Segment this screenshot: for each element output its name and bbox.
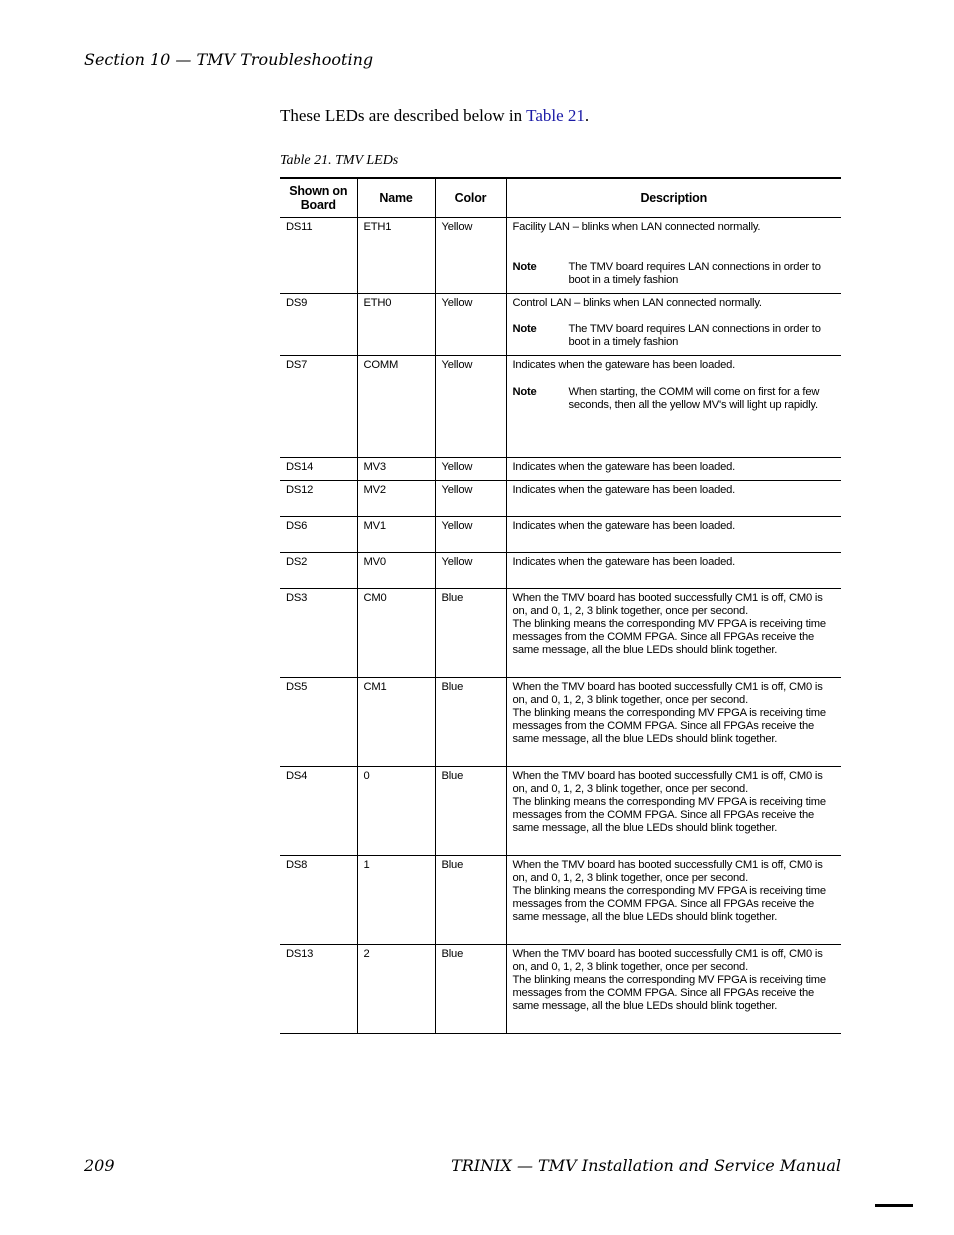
cell-board: DS14 [280,458,357,481]
table-21-link[interactable]: Table 21 [526,106,585,125]
cell-name: MV2 [357,481,435,517]
note-text: The TMV board requires LAN connections in order to boot in a timely fashion [568,323,821,348]
description-text: When the TMV board has booted successfully CM1 is off, CM0 is on, and 0, 1, 2, 3 blink together, once per second. [512,859,823,884]
col-header-name: Name [357,178,435,218]
description-text: When the TMV board has booted successfully CM1 is off, CM0 is on, and 0, 1, 2, 3 blink together, once per second. [512,592,823,617]
description-text-2: The blinking means the corresponding MV FPGA is receiving time messages from the COMM FPGA. Since all FPGAs receive the same message, all the blue LEDs should blink together. [512,618,826,656]
cell-board: DS8 [280,856,357,945]
note [513,323,836,349]
cell-description [506,856,841,945]
description-text: When the TMV board has booted successfully CM1 is off, CM0 is on, and 0, 1, 2, 3 blink together, once per second. [512,681,823,706]
cell-color: Yellow [435,458,506,481]
description-text-2: The blinking means the corresponding MV FPGA is receiving time messages from the COMM FPGA. Since all FPGAs receive the same message, all the blue LEDs should blink together. [512,974,826,1012]
cell-description [506,945,841,1034]
description-text-2: The blinking means the corresponding MV FPGA is receiving time messages from the COMM FPGA. Since all FPGAs receive the same message, all the blue LEDs should blink together. [512,796,826,834]
cell-name: CM0 [357,589,435,678]
cell-name: 0 [357,767,435,856]
table-row [280,678,841,767]
cell-description: Indicates when the gateware has been loaded. [506,517,841,553]
description-text: Indicates when the gateware has been loaded. [512,359,736,371]
cell-description [506,767,841,856]
cell-name: MV1 [357,517,435,553]
table-row [280,356,841,458]
cell-name: 2 [357,945,435,1034]
table-row [280,218,841,294]
table-row [280,856,841,945]
cell-board: DS7 [280,356,357,458]
description-text: When the TMV board has booted successfully CM1 is off, CM0 is on, and 0, 1, 2, 3 blink together, once per second. [512,770,823,795]
description-text: When the TMV board has booted successfully CM1 is off, CM0 is on, and 0, 1, 2, 3 blink together, once per second. [512,948,823,973]
manual-title: TRINIX — TMV Installation and Service Manual [451,1156,841,1175]
intro-text: These LEDs are described below in [280,106,523,125]
cell-name: COMM [357,356,435,458]
page-number: 209 [84,1156,115,1175]
table-row [280,294,841,356]
description-text: Facility LAN – blinks when LAN connected normally. [512,221,761,233]
cell-color: Yellow [435,553,506,589]
cell-color: Yellow [435,356,506,458]
intro-period: . [584,106,590,125]
note-label: Note [512,261,537,273]
intro-paragraph [280,106,589,126]
cell-color: Blue [435,767,506,856]
col-header-description: Description [506,178,841,218]
cell-color: Yellow [435,481,506,517]
table-row [280,458,841,481]
cell-description [506,589,841,678]
cell-description [506,294,841,356]
cell-name: ETH1 [357,218,435,294]
description-text-2: The blinking means the corresponding MV FPGA is receiving time messages from the COMM FPGA. Since all FPGAs receive the same message, all the blue LEDs should blink together. [512,885,826,923]
cell-board: DS13 [280,945,357,1034]
cell-description [506,218,841,294]
cell-color: Blue [435,856,506,945]
col-header-color: Color [435,178,506,218]
cell-description: Indicates when the gateware has been loaded. [506,458,841,481]
cell-board: DS3 [280,589,357,678]
cell-description [506,678,841,767]
description-text-2: The blinking means the corresponding MV FPGA is receiving time messages from the COMM FPGA. Since all FPGAs receive the same message, all the blue LEDs should blink together. [512,707,826,745]
col-header-shown-on-board: Shown on Board [280,178,357,218]
cell-name: 1 [357,856,435,945]
cell-name: MV3 [357,458,435,481]
cell-color: Yellow [435,517,506,553]
cell-name: MV0 [357,553,435,589]
cell-description: Indicates when the gateware has been loaded. [506,481,841,517]
page-edge-marker [875,1204,913,1207]
cell-board: DS6 [280,517,357,553]
cell-board: DS2 [280,553,357,589]
cell-color: Yellow [435,218,506,294]
note [513,386,836,412]
table-row [280,553,841,589]
cell-board: DS4 [280,767,357,856]
table-row [280,767,841,856]
cell-board: DS9 [280,294,357,356]
cell-board: DS12 [280,481,357,517]
note [513,261,836,287]
table-row [280,589,841,678]
note-text: When starting, the COMM will come on first for a few seconds, then all the yellow MV's will light up rapidly. [568,386,820,411]
cell-color: Blue [435,945,506,1034]
cell-color: Yellow [435,294,506,356]
cell-color: Blue [435,678,506,767]
note-text: The TMV board requires LAN connections in order to boot in a timely fashion [568,261,821,286]
section-header: Section 10 — TMV Troubleshooting [84,50,374,69]
note-label: Note [512,386,537,398]
cell-color: Blue [435,589,506,678]
table-row [280,481,841,517]
table-row [280,945,841,1034]
cell-description: Indicates when the gateware has been loaded. [506,553,841,589]
table-header-row [280,178,841,218]
cell-board: DS5 [280,678,357,767]
description-text: Control LAN – blinks when LAN connected normally. [512,297,762,309]
tmv-leds-table [280,177,841,1034]
table-caption: Table 21. TMV LEDs [280,153,399,168]
note-label: Note [512,323,537,335]
table-row [280,517,841,553]
cell-name: ETH0 [357,294,435,356]
cell-description [506,356,841,458]
cell-name: CM1 [357,678,435,767]
cell-board: DS11 [280,218,357,294]
